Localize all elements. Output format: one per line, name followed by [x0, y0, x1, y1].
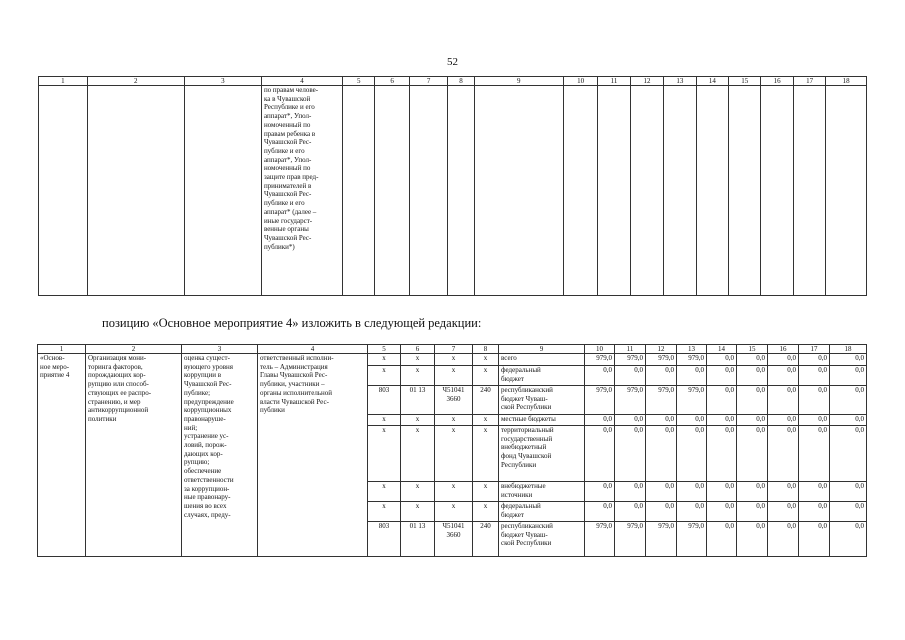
- column-header: 1: [38, 345, 86, 354]
- column-header: 9: [474, 77, 563, 86]
- column-header: 14: [696, 77, 728, 86]
- table-row: [38, 354, 867, 366]
- column-header: 10: [563, 77, 597, 86]
- amount-cell: 0,0: [677, 502, 707, 522]
- amount-cell: 0,0: [737, 354, 768, 366]
- funding-source-cell: республиканский бюджет Чуваш- ской Республики: [499, 522, 585, 557]
- column-header: 5: [343, 77, 375, 86]
- amount-cell: 0,0: [707, 482, 737, 502]
- column-header: 17: [799, 345, 830, 354]
- amount-cell: 0,0: [677, 482, 707, 502]
- amount-cell: 0,0: [737, 366, 768, 386]
- activity-number-cell: «Основ- ное меро- приятие 4: [38, 354, 86, 557]
- target-article-cell: x: [435, 415, 473, 426]
- amount-cell: 0,0: [707, 415, 737, 426]
- amount-cell: 0,0: [799, 482, 830, 502]
- target-article-cell: x: [435, 366, 473, 386]
- grbs-code-cell: x: [368, 426, 401, 482]
- amount-cell: 979,0: [646, 354, 677, 366]
- funding-source-cell: федеральный бюджет: [499, 502, 585, 522]
- target-article-cell: x: [435, 502, 473, 522]
- activity-name-cell: Организация мони- торинга факторов, порождающих кор- рупцию или способ- ствующих ее распро- странению, и мер антикоррупционной политики: [86, 354, 182, 557]
- target-article-cell: x: [435, 426, 473, 482]
- target-article-cell: Ч51041 3660: [435, 386, 473, 415]
- expense-type-cell: x: [473, 426, 499, 482]
- amount-cell: 0,0: [768, 482, 799, 502]
- column-header: 13: [664, 77, 696, 86]
- responsible-executor-cell: ответственный исполни- тель – Администрация Главы Чувашской Рес- публики, участники – органы исполнительной власти Чувашской Рес- публики: [258, 354, 368, 557]
- column-header: 12: [630, 77, 663, 86]
- amount-cell: 0,0: [677, 415, 707, 426]
- amount-cell: 0,0: [615, 426, 646, 482]
- column-header: 16: [761, 77, 793, 86]
- column-header: 12: [646, 345, 677, 354]
- column-header: 1: [39, 77, 88, 86]
- section-heading: позицию «Основное мероприятие 4» изложить в следующей редакции:: [102, 316, 482, 330]
- amount-cell: 0,0: [646, 502, 677, 522]
- amount-cell: 979,0: [677, 386, 707, 415]
- target-article-cell: x: [435, 482, 473, 502]
- amount-cell: 0,0: [768, 415, 799, 426]
- amount-cell: 0,0: [585, 426, 615, 482]
- section-code-cell: 01 13: [401, 386, 435, 415]
- column-header: 4: [261, 77, 342, 86]
- amount-cell: 0,0: [768, 354, 799, 366]
- amount-cell: 979,0: [585, 522, 615, 557]
- amount-cell: 979,0: [585, 354, 615, 366]
- section-code-cell: x: [401, 415, 435, 426]
- amount-cell: 0,0: [830, 522, 867, 557]
- amount-cell: 0,0: [830, 415, 867, 426]
- section-code-cell: x: [401, 426, 435, 482]
- table-row: [39, 86, 867, 296]
- amount-cell: 0,0: [799, 522, 830, 557]
- column-header: 9: [499, 345, 585, 354]
- amount-cell: 979,0: [646, 522, 677, 557]
- column-header: 4: [258, 345, 368, 354]
- amount-cell: 0,0: [707, 502, 737, 522]
- amount-cell: 0,0: [615, 482, 646, 502]
- target-article-cell: Ч51041 3660: [435, 522, 473, 557]
- expense-type-cell: x: [473, 354, 499, 366]
- expense-type-cell: x: [473, 366, 499, 386]
- section-code-cell: 01 13: [401, 522, 435, 557]
- amount-cell: 0,0: [707, 522, 737, 557]
- amount-cell: 979,0: [615, 386, 646, 415]
- grbs-code-cell: x: [368, 366, 401, 386]
- funding-source-cell: федеральный бюджет: [499, 366, 585, 386]
- amount-cell: 0,0: [615, 502, 646, 522]
- target-article-cell: x: [435, 354, 473, 366]
- amount-cell: 0,0: [799, 502, 830, 522]
- amount-cell: 0,0: [707, 426, 737, 482]
- amount-cell: 0,0: [768, 386, 799, 415]
- amount-cell: 0,0: [677, 426, 707, 482]
- amount-cell: 0,0: [737, 415, 768, 426]
- amount-cell: 0,0: [768, 426, 799, 482]
- amount-cell: 979,0: [615, 522, 646, 557]
- amount-cell: 0,0: [799, 366, 830, 386]
- page-number: 52: [447, 56, 458, 68]
- expense-type-cell: 240: [473, 522, 499, 557]
- column-header: 8: [448, 77, 474, 86]
- column-header: 2: [86, 345, 182, 354]
- expense-type-cell: x: [473, 415, 499, 426]
- funding-source-cell: территориальный государственный внебюджетный фонд Чувашской Республики: [499, 426, 585, 482]
- funding-source-cell: внебюджетные источники: [499, 482, 585, 502]
- column-header: 3: [182, 345, 258, 354]
- table-header-row: [38, 345, 867, 354]
- amount-cell: 0,0: [830, 366, 867, 386]
- column-header: 3: [184, 77, 261, 86]
- column-header: 7: [435, 345, 473, 354]
- amount-cell: 0,0: [737, 386, 768, 415]
- column-header: 17: [793, 77, 825, 86]
- amount-cell: 979,0: [585, 386, 615, 415]
- amount-cell: 0,0: [768, 502, 799, 522]
- amount-cell: 0,0: [799, 354, 830, 366]
- section-code-cell: x: [401, 482, 435, 502]
- column-header: 15: [729, 77, 761, 86]
- grbs-code-cell: 803: [368, 386, 401, 415]
- amount-cell: 0,0: [615, 366, 646, 386]
- amount-cell: 979,0: [677, 354, 707, 366]
- expense-type-cell: x: [473, 482, 499, 502]
- column-header: 14: [707, 345, 737, 354]
- column-header: 13: [677, 345, 707, 354]
- amount-cell: 0,0: [830, 426, 867, 482]
- amount-cell: 0,0: [707, 354, 737, 366]
- amount-cell: 0,0: [830, 354, 867, 366]
- amount-cell: 0,0: [646, 366, 677, 386]
- amount-cell: 0,0: [830, 502, 867, 522]
- activity-goals-cell: оценка сущест- вующего уровня коррупции в Чувашской Рес- публике; предупреждение коррупционных правонаруше- ний; устранение ус- ловий, порож- дающих кор- рупцию; обеспечение ответственности за коррупцион- ные правонару- шения во всех случаях, преду-: [182, 354, 258, 557]
- grbs-code-cell: x: [368, 354, 401, 366]
- column-header: 2: [87, 77, 184, 86]
- table-header-row: [39, 77, 867, 86]
- amount-cell: 0,0: [768, 366, 799, 386]
- column-header: 5: [368, 345, 401, 354]
- grbs-code-cell: x: [368, 502, 401, 522]
- expense-type-cell: x: [473, 502, 499, 522]
- amount-cell: 979,0: [646, 386, 677, 415]
- column-header: 18: [830, 345, 867, 354]
- amount-cell: 0,0: [737, 426, 768, 482]
- grbs-code-cell: x: [368, 415, 401, 426]
- amount-cell: 0,0: [799, 426, 830, 482]
- column-header: 16: [768, 345, 799, 354]
- column-header: 10: [585, 345, 615, 354]
- main-activity-table: [37, 344, 867, 557]
- amount-cell: 979,0: [615, 354, 646, 366]
- amount-cell: 0,0: [646, 426, 677, 482]
- amount-cell: 0,0: [646, 482, 677, 502]
- amount-cell: 979,0: [677, 522, 707, 557]
- amount-cell: 0,0: [799, 386, 830, 415]
- expense-type-cell: 240: [473, 386, 499, 415]
- column-header: 7: [409, 77, 448, 86]
- funding-source-cell: всего: [499, 354, 585, 366]
- amount-cell: 0,0: [830, 482, 867, 502]
- continuation-table: [38, 76, 867, 296]
- amount-cell: 0,0: [646, 415, 677, 426]
- amount-cell: 0,0: [585, 366, 615, 386]
- funding-source-cell: республиканский бюджет Чуваш- ской Республики: [499, 386, 585, 415]
- amount-cell: 0,0: [707, 386, 737, 415]
- amount-cell: 0,0: [585, 415, 615, 426]
- amount-cell: 0,0: [585, 502, 615, 522]
- funding-source-cell: местные бюджеты: [499, 415, 585, 426]
- column-header: 6: [375, 77, 409, 86]
- amount-cell: 0,0: [799, 415, 830, 426]
- amount-cell: 0,0: [737, 502, 768, 522]
- column-header: 11: [615, 345, 646, 354]
- section-code-cell: x: [401, 366, 435, 386]
- section-code-cell: x: [401, 502, 435, 522]
- grbs-code-cell: 803: [368, 522, 401, 557]
- amount-cell: 0,0: [737, 522, 768, 557]
- column-header: 15: [737, 345, 768, 354]
- column-header: 8: [473, 345, 499, 354]
- amount-cell: 0,0: [737, 482, 768, 502]
- amount-cell: 0,0: [585, 482, 615, 502]
- column-header: 18: [826, 77, 867, 86]
- section-code-cell: x: [401, 354, 435, 366]
- amount-cell: 0,0: [768, 522, 799, 557]
- amount-cell: 0,0: [615, 415, 646, 426]
- grbs-code-cell: x: [368, 482, 401, 502]
- column-header: 6: [401, 345, 435, 354]
- amount-cell: 0,0: [677, 366, 707, 386]
- amount-cell: 0,0: [830, 386, 867, 415]
- amount-cell: 0,0: [707, 366, 737, 386]
- responsible-bodies-cell: по правам челове- ка в Чувашской Республике и его аппарат*, Упол- номоченный по правам ребенка в Чувашской Рес- публике и его аппарат*, Упол- номоченный по защите прав пред- принимателей в Чувашской Рес- публике и его аппарат* (далее – иные государст- венные органы Чувашской Рес- публики*): [261, 86, 342, 296]
- column-header: 11: [598, 77, 630, 86]
